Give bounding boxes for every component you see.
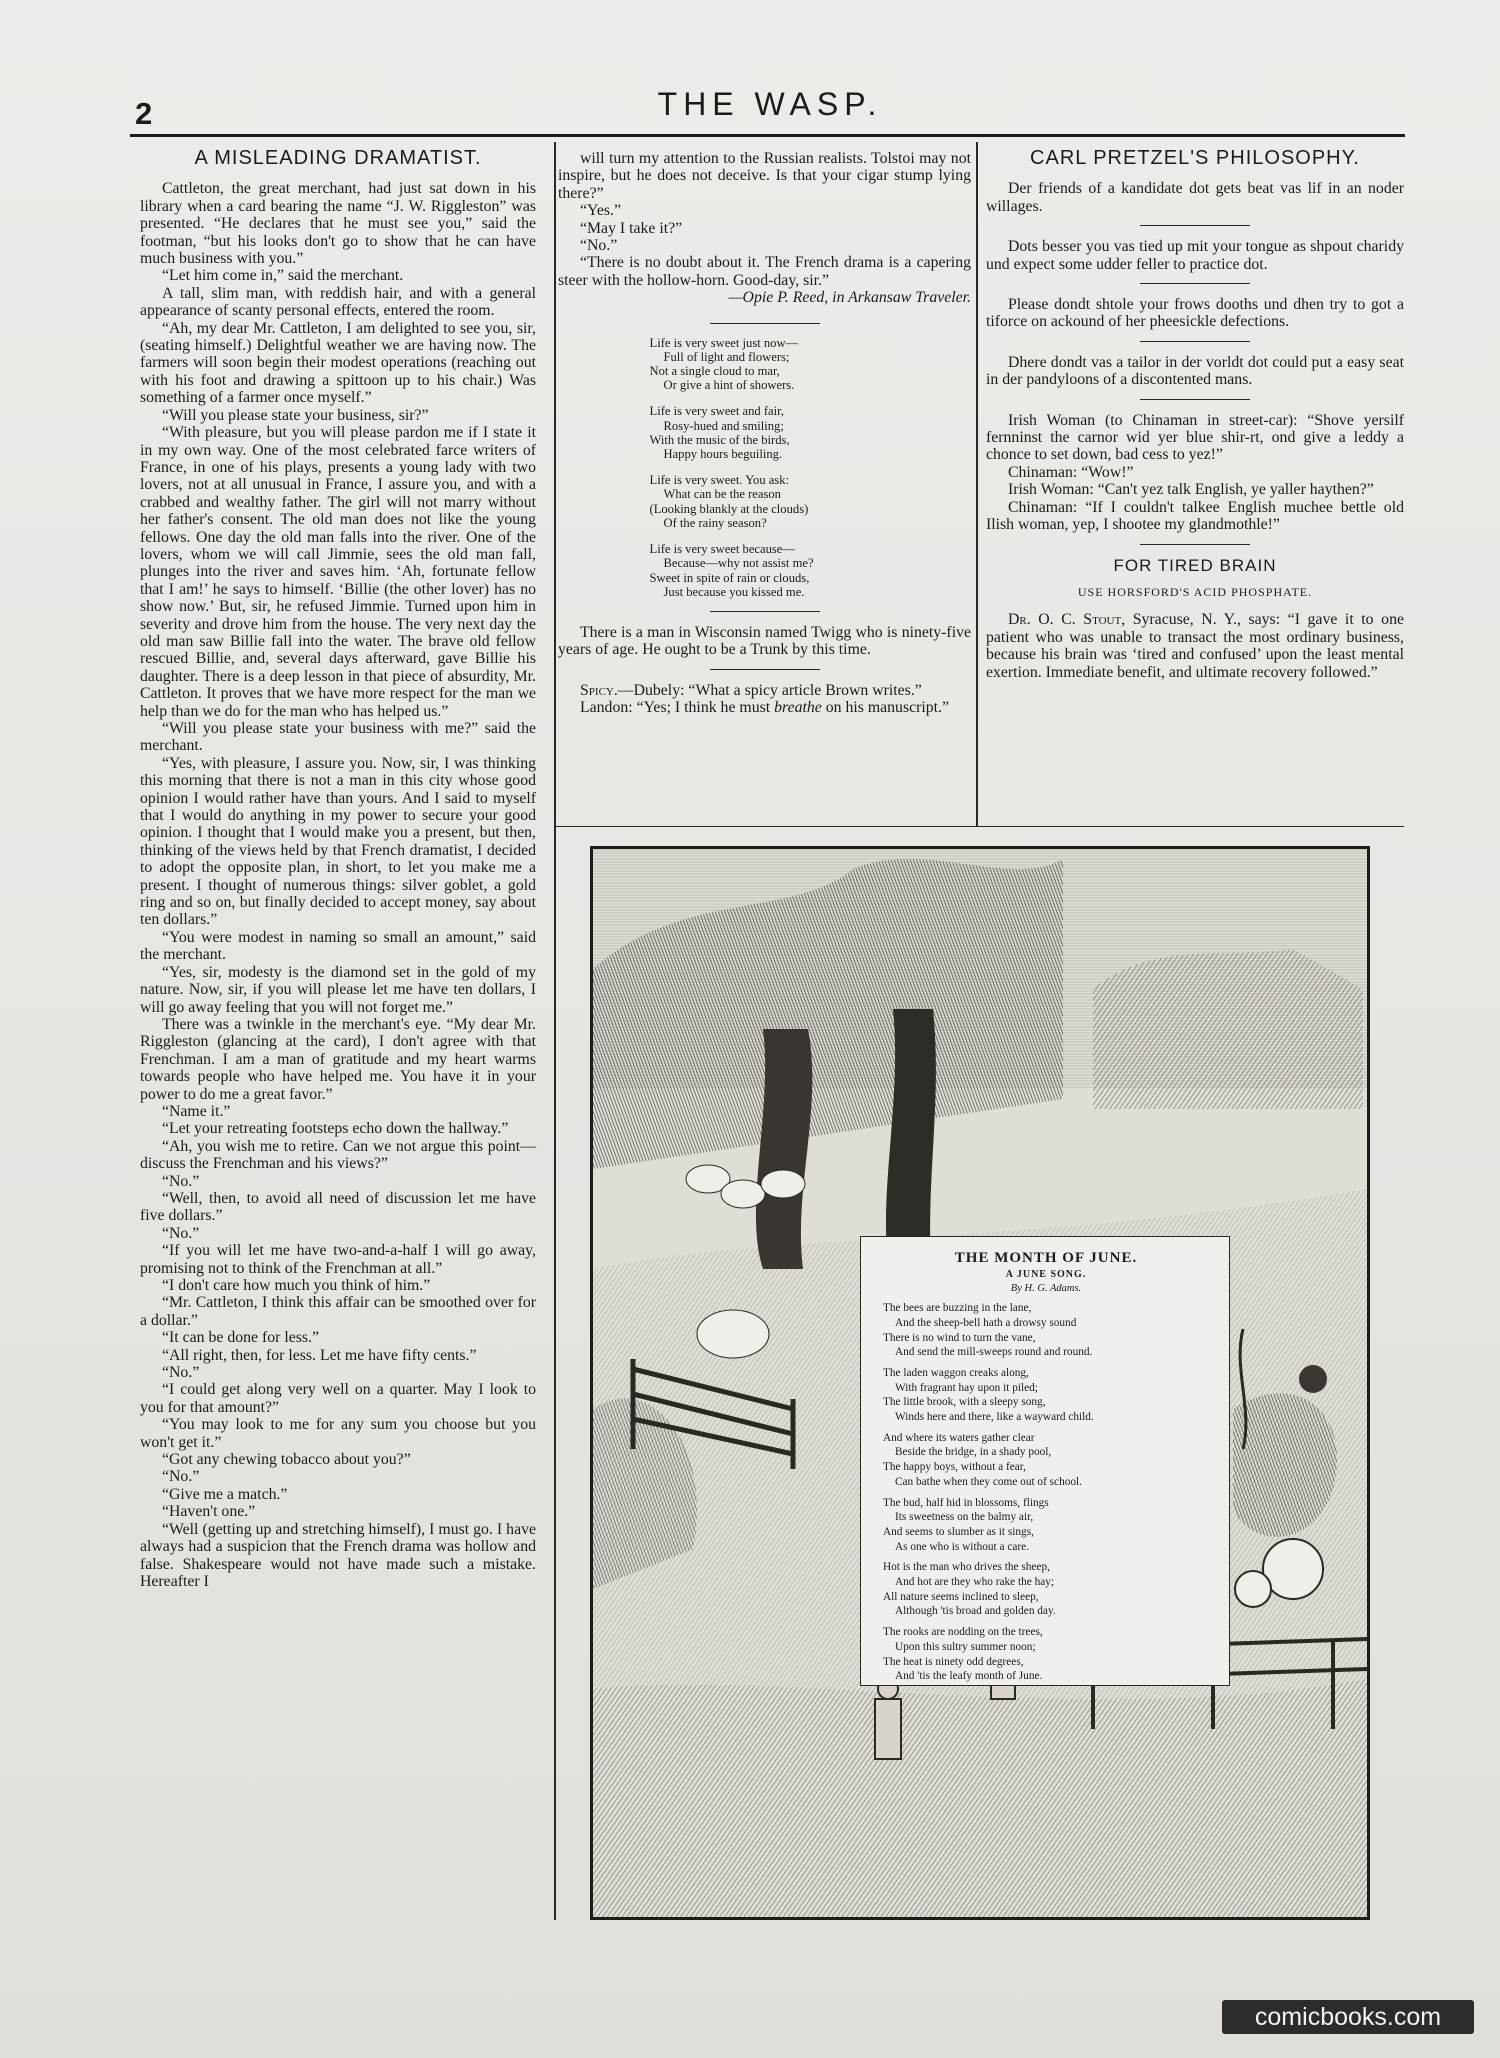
ad-text [986,611,1404,681]
separator [1140,399,1250,400]
philosophy-item: Dots besser you vas tied up mit your tongue as shpout charidy und expect some udder feller to practice dot. [986,238,1404,273]
poem-line: What can be the reason [663,487,781,502]
separator [710,669,820,670]
paragraph: “Let your retreating footsteps echo down the hallway.” [162,1120,509,1138]
poem-line: As one who is without a care. [895,1540,1029,1553]
masthead: THE WASP. [657,86,883,122]
poem-line: (Looking blankly at the clouds) [649,501,809,516]
ad-lead: Dr. O. C. Stout [1008,611,1122,629]
paragraph: will turn my attention to the Russian realists. Tolstoi may not inspire, but he does not deceive. Is that your cigar stump lying there?” [558,150,971,202]
poem-line: And send the mill-sweeps round and round. [895,1346,1093,1359]
dialogue-line: Chinaman: “Wow!” [1008,463,1134,481]
poem-line: With fragrant hay upon it piled; [895,1381,1038,1394]
poem-line: And 'tis the leafy month of June. [895,1670,1043,1683]
paragraph: “Well (getting up and stretching himself), I must go. I have always had a suspicion that the French drama was hollow and false. Shakespeare would not have made such a mistake. Hereafter I [140,1520,536,1590]
ad-body: , Syracuse, N. Y., says: “I gave it to one patient who was unable to transact the most ordinary business, because his brain was ‘tired and confused’ upon the least mental exertion. Immediate benefit, and ultimate recovery followed.” [986,611,1404,681]
paragraph: “Let him come in,” said the merchant. [162,267,404,285]
hay-wagon [1093,949,1363,1109]
paragraph: “If you will let me have two-and-a-half I will go away, promising not to think of the Frenchman at all.” [140,1242,536,1277]
paragraph: “Will you please state your business, sir?” [162,406,429,424]
paragraph: “No.” [580,237,618,255]
spicy-lead: Spicy. [580,681,618,699]
paragraph: “It can be done for less.” [162,1329,320,1347]
poem-line: The rooks are nodding on the trees, [883,1626,1043,1639]
brook [593,1679,1367,1917]
poem-line: And the sheep-bell hath a drowsy sound [895,1316,1077,1329]
paragraph: “Ah, my dear Mr. Cattleton, I am delighted to see you, sir, (seating himself.) Delightful weather we are having now. The farmers will soon begin their modest operations (reaching out with his foot and drawing a spittoon up to his chair.) Was something of a farmer once myself.” [140,319,536,407]
poem-line: The bees are buzzing in the lane, [883,1302,1032,1315]
poem-line: Or give a hint of showers. [663,378,795,393]
separator [1140,225,1250,226]
stanza [883,1301,1209,1360]
paragraph: “With pleasure, but you will please pardon me if I state it in my own way. One of the most celebrated farce writers of France, in one of his plays, presents a young lady with two lovers, not at all unusual in France, I assure you, and with a crabbed and wealthy father. The girl will not marry without her father's consent. The old man does not like the young fellows. One day the old man falls into the river. One of the lovers, whom we will call Jimmie, sees the old man fall, plunges into the river and saves him. ‘Ah, fortunate fellow that I am!’ he says to himself. ‘Billie (the other lover) has no show now.’ But, sir, he refused Jimmie. Turned upon him in severity and drove him from the house. The very next day the old man saw Billie fall into the water. The brave old fellow rescued Billie, and, several days afterward, gave Billie his daughter. There is a deep lesson in that piece of absurdity, Mr. Cattleton. It proves that we have more respect for the man we help than we do for the man who has helped us.” [140,424,536,720]
dialogue-line: Irish Woman: “Can't yez talk English, ye yaller haythen?” [1008,481,1374,499]
poem-line: And hot are they who rake the hay; [895,1576,1055,1589]
separator [710,611,820,612]
stanza [883,1431,1209,1490]
poem-line: And seems to slumber as it sings, [883,1525,1034,1538]
poem-line: Beside the bridge, in a shady pool, [895,1446,1052,1459]
stanza [650,473,880,530]
stanza [650,404,880,461]
poem-line: Life is very sweet just now— [649,335,799,350]
separator [1140,544,1250,545]
stanza [650,336,880,393]
poem-line: Upon this sultry summer noon; [895,1640,1036,1653]
paragraph: “No.” [162,1172,200,1190]
poem-life-is-sweet [650,336,880,599]
watermark: comicbooks.com [1222,2000,1474,2034]
poem-line: Winds here and there, like a wayward child. [895,1411,1094,1424]
paragraph: “I don't care how much you think of him.” [162,1277,431,1294]
ad-title: FOR TIRED BRAIN [1113,555,1277,575]
stanza [650,542,880,599]
poem-line: Although 'tis broad and golden day. [895,1605,1056,1618]
paragraph: “Ah, you wish me to retire. Can we not argue this point—discuss the Frenchman and his views?” [140,1137,536,1173]
column-continuation [558,150,971,717]
paragraph: “You may look to me for any sum you choose but you won't get it.” [140,1416,536,1451]
paragraph: “Will you please state your business with me?” said the merchant. [140,720,536,755]
poem-byline: By H. G. Adams. [1010,1283,1082,1295]
paragraph: “I could get along very well on a quarter. May I look to you for that amount?” [140,1381,536,1416]
poem-line: Can bathe when they come out of school. [895,1475,1082,1488]
paragraph: “Give me a match.” [162,1485,288,1503]
paragraph: “Yes, with pleasure, I assure you. Now, sir, I was thinking this morning that there is not a man in this city whose good opinion I would rather have than yours. And I said to myself that I would do anything in my power to secure your good opinion. I thought that I would make you a present, but then, thinking of the views held by that French dramatist, I decided to adopt the opposite plan, in short, to let you make me a present. I thought of numerous things: silver goblet, a gold ring and so on, but finally decided to accept money, say about ten dollars.” [140,754,536,929]
poem-title: THE MONTH OF JUNE. [954,1250,1138,1266]
stanza [883,1366,1209,1425]
landon-text-a: Landon: “Yes; I think he must [580,699,771,717]
paragraph: “Mr. Cattleton, I think this affair can be smoothed over for a dollar.” [140,1294,536,1329]
poem-line: All nature seems inclined to sleep, [883,1590,1039,1603]
column-misleading-dramatist [140,147,536,1590]
landon-emphasis: breathe [774,699,822,717]
poem-line: Life is very sweet because— [649,542,795,557]
poem-line: Of the rainy season? [663,515,767,530]
paragraph: “Yes.” [580,202,621,220]
paragraph: A tall, slim man, with reddish hair, and with a general appearance of scanty personal effects, entered the room. [140,284,536,320]
article-continuation [558,150,971,289]
philosophy-item: Dhere dondt vas a tailor in der vorldt dot could put a easy seat in der pandyloons of a discontented mans. [986,353,1404,389]
landon-item [558,699,971,716]
spicy-item [558,682,971,699]
section-rule [556,826,1404,827]
article-body [140,180,536,1590]
poem-line: Because—why not assist me? [663,556,814,571]
paragraph: There was a twinkle in the merchant's eye. “My dear Mr. Riggleston (glancing at the card), I don't agree with that Frenchman. I am a man of gratitude and my heart warms towards people who have helped me. You have it in your power to do me a great favor.” [140,1015,536,1103]
column-divider-1 [554,142,556,1920]
paragraph: Cattleton, the great merchant, had just sat down in his library when a card bearing the name “J. W. Riggleston” was presented. “He declares that he must see you,” said the footman, “but his looks don't go to show that he can have much business with you.” [140,180,536,268]
dialogue-line: Chinaman: “If I couldn't talkee English muchee bettle old Ilish woman, yep, I shootee my glandmothle!” [986,498,1404,534]
poem-line: Hot is the man who drives the sheep, [883,1561,1050,1574]
paragraph: “No.” [162,1364,200,1382]
poem-line: The bud, half hid in blossoms, flings [883,1496,1049,1509]
header-rule [130,134,1405,137]
irish-woman-item [986,412,1404,534]
poem-line: The happy boys, without a fear, [883,1461,1026,1474]
poem-stanzas [883,1301,1209,1684]
philosophy-item: Please dondt shtole your frows dooths und dhen try to got a tiforce on ackound of her pheesickle defections. [986,296,1404,331]
separator [710,323,820,324]
paragraph: “You were modest in naming so small an amount,” said the merchant. [140,928,536,964]
poem-line: Just because you kissed me. [663,584,805,599]
poem-inset [860,1236,1230,1686]
paragraph: “Well, then, to avoid all need of discussion let me have five dollars.” [140,1189,536,1225]
stanza [883,1496,1209,1555]
paragraph: “All right, then, for less. Let me have fifty cents.” [162,1346,477,1364]
dialogue-line: Irish Woman (to Chinaman in street-car): “Shove yersilf fernninst the carnor wid yer blue shir-rt, ond give a leddy a chonce to set down, bad cess to yez!” [986,411,1404,464]
philosophy-items [986,180,1404,388]
attribution: —Opie P. Reed, in Arkansaw Traveler. [728,289,971,307]
poem-line: Not a single cloud to mar, [649,364,780,379]
paragraph: “Yes, sir, modesty is the diamond set in the gold of my nature. Now, sir, if you will please let me have ten dollars, I will go away feeling that you will not forget me.” [140,963,536,1016]
paragraph: “May I take it?” [580,219,683,237]
poem-line: The heat is ninety odd degrees, [883,1655,1024,1668]
philosophy-item: Der friends of a kandidate dot gets beat vas lif in an noder willages. [986,180,1404,215]
poem-line: With the music of the birds, [649,432,790,447]
spicy-text: —Dubely: “What a spicy article Brown writes.” [617,681,922,699]
paragraph: “No.” [162,1224,200,1242]
paragraph: “Haven't one.” [162,1503,256,1521]
poem-line: Rosy-hued and smiling; [663,418,784,433]
column-carl-pretzel [986,147,1404,681]
poem-line: There is no wind to turn the vane, [883,1331,1036,1344]
column-title: CARL PRETZEL'S PHILOSOPHY. [1030,147,1360,169]
stanza [883,1625,1209,1684]
poem-line: Sweet in spite of rain or clouds, [649,570,810,585]
page-number: 2 [135,96,153,131]
article-title: A MISLEADING DRAMATIST. [194,147,482,169]
paragraph: “Name it.” [162,1102,231,1120]
poem-line: Life is very sweet and fair, [649,404,784,419]
separator [1140,283,1250,284]
landon-text-b: on his manuscript.” [825,699,950,717]
column-divider-2 [976,142,978,826]
june-engraving [590,846,1370,1920]
poem-line: Life is very sweet. You ask: [649,473,790,488]
poem-line: Its sweetness on the balmy air, [895,1511,1034,1524]
separator [1140,341,1250,342]
poem-line: The little brook, with a sleepy song, [883,1396,1046,1409]
twigg-item: There is a man in Wisconsin named Twigg who is ninety-five years of age. He ought to be a Trunk by this time. [558,623,971,659]
poem-line: Happy hours beguiling. [663,447,783,462]
ad-subtitle: USE HORSFORD'S ACID PHOSPHATE. [1077,584,1313,599]
paragraph: “Got any chewing tobacco about you?” [162,1451,411,1469]
poem-line: The laden waggon creaks along, [883,1366,1029,1379]
stanza [883,1560,1209,1619]
poem-subtitle: A JUNE SONG. [1005,1268,1087,1280]
paragraph: “There is no doubt about it. The French drama is a capering steer with the hollow-horn. Good-day, sir.” [558,254,971,289]
poem-line: Full of light and flowers; [663,349,790,364]
poem-line: And where its waters gather clear [883,1431,1035,1444]
paragraph: “No.” [162,1468,200,1486]
